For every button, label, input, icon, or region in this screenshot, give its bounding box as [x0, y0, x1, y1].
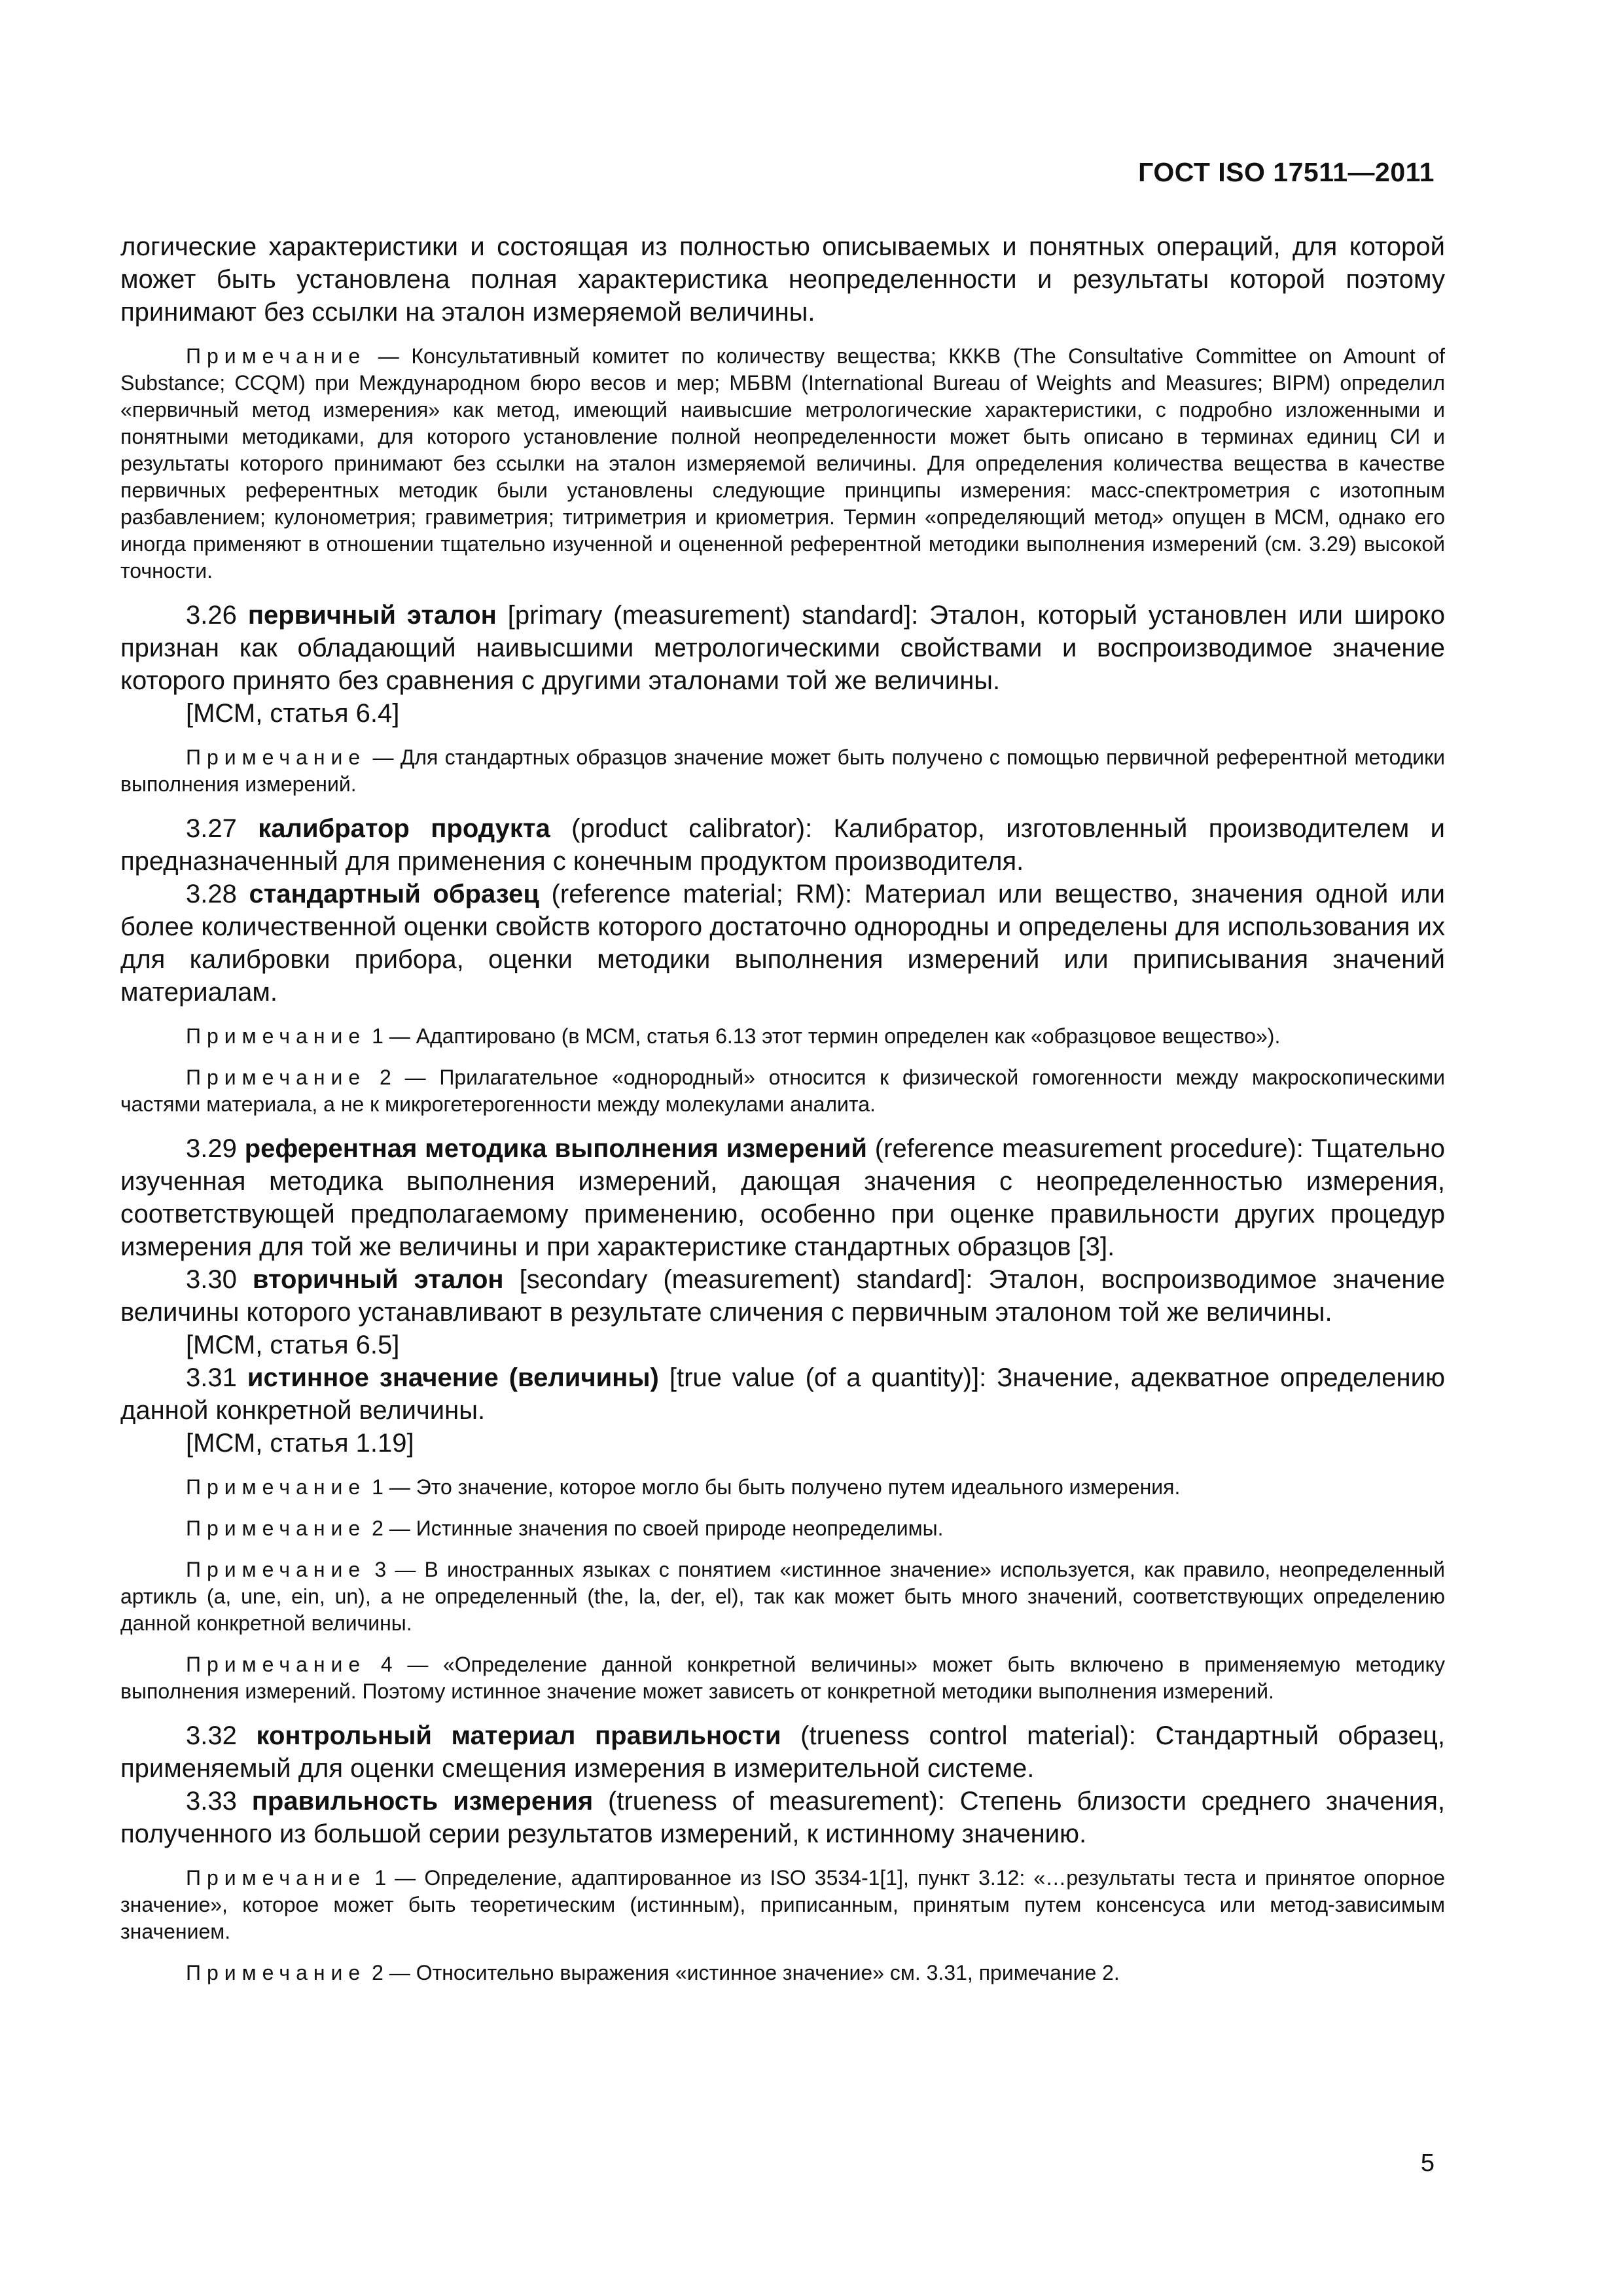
definition-3-30 — [120, 1263, 1445, 1329]
definition-3-27 — [120, 812, 1445, 878]
definition-3-26 — [120, 599, 1445, 697]
note-text: 1 — Определение, адаптированное из ISO 3534-1[1], пункт 3.12: «…результаты теста и принятое опорное значение», которое может быть теоретическим (истинным), приписанным, принятым путем консенсуса или метод-зависимым значением. — [120, 1866, 1445, 1943]
note-label: Примечание — [186, 344, 366, 368]
note-label: Примечание — [186, 1516, 366, 1540]
definition-text: (reference material; RM): Материал или вещество, значения одной или более количественной оценки свойств которого достаточно однородны и определены для использования их для калибровки прибора, оценки методики выполнения измерений или приписывания значений материалам. — [120, 880, 1445, 1007]
document-header: ГОСТ ISO 17511—2011 — [1138, 157, 1435, 187]
intro-paragraph: логические характеристики и состоящая из полностью описываемых и понятных операций, для которой может быть установлена полная характеристика неопределенности и результаты которой поэтому принимают без ссылки на эталон измеряемой величины. — [120, 232, 1445, 327]
section-number: 3.26 — [186, 601, 237, 630]
note-3-26 — [120, 744, 1445, 798]
definition-text: (trueness control material): Стандартный образец, применяемый для оценки смещения измерения в измерительной системе. — [120, 1721, 1445, 1783]
definition-term: стандартный образец — [249, 880, 539, 908]
page-number: 5 — [1420, 2149, 1435, 2177]
section-number: 3.31 — [186, 1363, 237, 1392]
note-label: Примечание — [186, 1653, 366, 1676]
note-primary-method — [120, 343, 1445, 584]
note-label: Примечание — [186, 1024, 366, 1048]
section-number: 3.28 — [186, 880, 237, 908]
note-text: 2 — Относительно выражения «истинное значение» см. 3.31, примечание 2. — [366, 1961, 1120, 1984]
definition-term: первичный эталон — [247, 601, 497, 630]
definition-text: [secondary (measurement) standard]: Эталон, воспроизводимое значение величины которого устанавливают в результате сличения с первичным эталоном той же величины. — [120, 1265, 1445, 1327]
definition-term: истинное значение (величины) — [247, 1363, 659, 1392]
note-3-33-1 — [120, 1865, 1445, 1945]
definition-text: [primary (measurement) standard]: Эталон, который установлен или широко признан как обладающий наивысшими метрологическими свойствами и воспроизводимое значение которого принято без сравнения с другими эталонами той же величины. — [120, 601, 1445, 695]
definition-term: правильность измерения — [251, 1787, 594, 1816]
note-3-33-2 — [120, 1960, 1445, 1986]
note-text: 2 — Прилагательное «однородный» относится к физической гомогенности между макроскопическими частями материала, а не к микрогетерогенности между молекулами аналита. — [120, 1066, 1445, 1116]
note-3-31-3 — [120, 1556, 1445, 1637]
definition-text: [true value (of a quantity)]: Значение, адекватное определению данной конкретной величины. — [120, 1363, 1445, 1425]
section-number: 3.33 — [186, 1787, 237, 1816]
definition-term: калибратор продукта — [258, 814, 550, 843]
definition-3-31 — [120, 1361, 1445, 1427]
source-reference: [МСМ, статья 6.5] — [186, 1331, 400, 1359]
note-label: Примечание — [186, 1961, 366, 1984]
note-text: — Для стандартных образцов значение может быть получено с помощью первичной референтной методики выполнения измерений. — [120, 745, 1445, 796]
source-reference: [МСМ, статья 6.4] — [186, 699, 400, 728]
definition-3-32 — [120, 1719, 1445, 1785]
section-number: 3.27 — [186, 814, 237, 843]
definition-term: вторичный эталон — [252, 1265, 504, 1294]
note-text: 3 — В иностранных языках с понятием «истинное значение» используется, как правило, неопределенный артикль (a, une, ein, un), а не определенный (the, la, der, el), так как может быть много значений, соответствующих определению данной конкретной величины. — [120, 1558, 1445, 1635]
note-3-31-4 — [120, 1651, 1445, 1705]
note-3-31-2 — [120, 1515, 1445, 1542]
note-text: 2 — Истинные значения по своей природе неопределимы. — [366, 1516, 944, 1540]
page-content — [120, 230, 1445, 2001]
definition-text: (trueness of measurement): Степень близости среднего значения, полученного из большой серии результатов измерений, к истинному значению. — [120, 1787, 1445, 1848]
source-reference: [МСМ, статья 1.19] — [186, 1429, 414, 1458]
note-3-28-2 — [120, 1064, 1445, 1118]
note-3-31-1 — [120, 1474, 1445, 1501]
section-number: 3.32 — [186, 1721, 237, 1750]
note-text: — Консультативный комитет по количеству вещества; ККKB (The Consultative Committee on Amount of Substance; CCQM) при Международном бюро весов и мер; МБВМ (International Bureau of Weights and Measures; BIPM) определил «первичный метод измерения» как метод, имеющий наивысшие метрологические характеристики, с подробно изложенными и понятными методиками, для которого установление полной неопределенности может быть описано в терминах единиц СИ и результаты которого принимают без ссылки на эталон измеряемой величины. Для определения количества вещества в качестве первичных референтных методик были установлены следующие принципы измерения: масс-спектрометрия с изотопным разбавлением; кулонометрия; гравиметрия; титриметрия и криометрия. Термин «определяющий метод» опущен в МСМ, однако его иногда применяют в отношении тщательно изученной и оцененной референтной методики выполнения измерений (см. 3.29) высокой точности. — [120, 344, 1445, 583]
note-label: Примечание — [186, 1475, 366, 1499]
definition-3-28 — [120, 878, 1445, 1009]
section-number: 3.29 — [186, 1134, 237, 1163]
definition-text: (product calibrator): Калибратор, изготовленный производителем и предназначенный для применения с конечным продуктом производителя. — [120, 814, 1445, 876]
definition-text: (reference measurement procedure): Тщательно изученная методика выполнения измерений, дающая значения с неопределенностью измерения, соответствующей предполагаемому применению, особенно при оценке правильности других процедур измерения для той же величины и при характеристике стандартных образцов [3]. — [120, 1134, 1445, 1261]
note-label: Примечание — [186, 1066, 366, 1089]
definition-3-29 — [120, 1132, 1445, 1263]
definition-term: референтная методика выполнения измерений — [244, 1134, 867, 1163]
section-number: 3.30 — [186, 1265, 237, 1294]
note-text: 4 — «Определение данной конкретной величины» может быть включено в применяемую методику выполнения измерений. Поэтому истинное значение может зависеть от конкретной методики выполнения измерений. — [120, 1653, 1445, 1703]
definition-3-33 — [120, 1785, 1445, 1850]
note-label: Примечание — [186, 745, 366, 769]
definition-term: контрольный материал правильности — [256, 1721, 781, 1750]
note-label: Примечание — [186, 1866, 366, 1890]
note-text: 1 — Адаптировано (в МСМ, статья 6.13 этот термин определен как «образцовое вещество»). — [366, 1024, 1281, 1048]
note-text: 1 — Это значение, которое могло бы быть получено путем идеального измерения. — [366, 1475, 1181, 1499]
note-3-28-1 — [120, 1023, 1445, 1050]
note-label: Примечание — [186, 1558, 366, 1581]
